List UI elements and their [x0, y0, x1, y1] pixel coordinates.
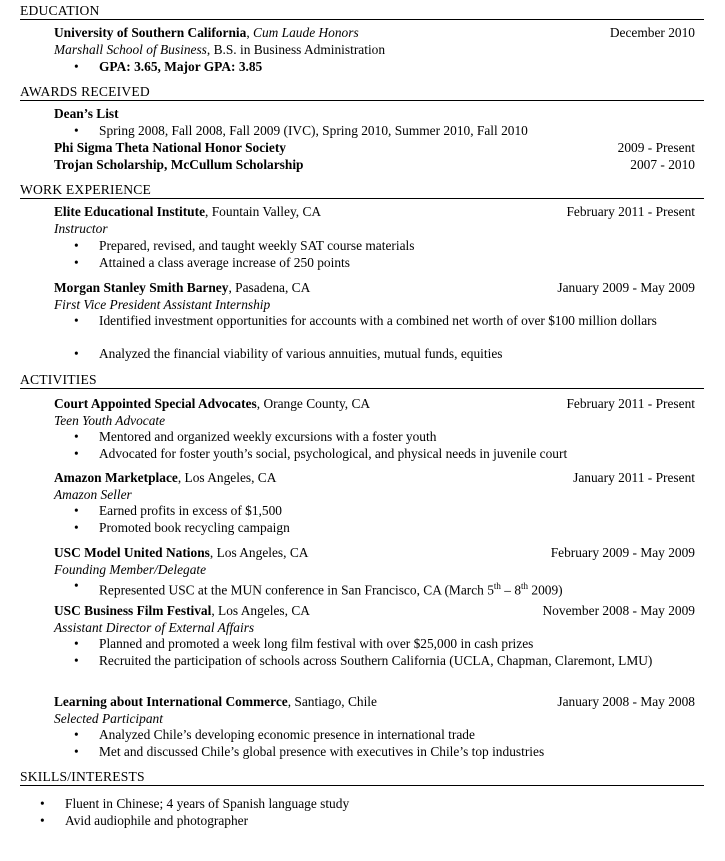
list-item: • Represented USC at the MUN conference in San Francisco, CA (March 5th – 8th 2009): [74, 578, 674, 599]
activity-row: Learning about International Commerce, Santiago, Chile January 2008 - May 2008: [54, 694, 695, 709]
section-heading-activities: ACTIVITIES: [20, 371, 704, 389]
trojan-date: 2007 - 2010: [630, 157, 695, 172]
activity-title: Founding Member/Delegate: [54, 562, 207, 577]
list-item: • Analyzed Chile’s developing economic presence in international trade: [74, 727, 674, 744]
list-item: • Advocated for foster youth’s social, psychological, and physical needs in juvenile court: [74, 446, 694, 463]
activity-row: USC Business Film Festival, Los Angeles, CA November 2008 - May 2009: [54, 603, 695, 618]
school-name: University of Southern California: [54, 25, 247, 40]
section-heading-work: WORK EXPERIENCE: [20, 181, 704, 199]
award-row-phi-sigma: [54, 140, 695, 157]
list-item: • Promoted book recycling campaign: [74, 520, 674, 537]
list-item: [74, 59, 674, 76]
activity-title: Selected Participant: [54, 711, 163, 726]
education-school-row: University of Southern California, Cum Laude Honors December 2010: [54, 25, 695, 40]
list-item: • Spring 2008, Fall 2008, Fall 2009 (IVC), Spring 2010, Summer 2010, Fall 2010: [74, 123, 674, 140]
activity-title: Assistant Director of External Affairs: [54, 620, 255, 635]
list-item: • Earned profits in excess of $1,500: [74, 503, 674, 520]
award-row-deans-list: [54, 106, 695, 123]
phi-sigma-date: 2009 - Present: [617, 140, 695, 155]
activity-title: Teen Youth Advocate: [54, 413, 166, 428]
job-row: Morgan Stanley Smith Barney, Pasadena, CA January 2009 - May 2009: [54, 280, 695, 295]
list-item: • Attained a class average increase of 250 points: [74, 255, 674, 272]
list-item: • Planned and promoted a week long film festival with over $25,000 in cash prizes: [74, 636, 674, 653]
school-honors: Cum Laude Honors: [253, 25, 359, 40]
award-row-trojan: [54, 157, 695, 174]
section-heading-awards: AWARDS RECEIVED: [20, 83, 704, 101]
list-item: • Recruited the participation of schools across Southern California (UCLA, Chapman, Claremont, LMU): [74, 653, 684, 670]
deans-list: Dean’s List: [54, 106, 119, 121]
education-date: December 2010: [609, 25, 695, 40]
activity-title: Amazon Seller: [54, 487, 132, 502]
activity-row: Court Appointed Special Advocates, Orange County, CA February 2011 - Present: [54, 396, 695, 411]
list-item: • Prepared, revised, and taught weekly SAT course materials: [74, 238, 674, 255]
section-heading-skills: SKILLS/INTERESTS: [20, 768, 704, 786]
list-item: • Avid audiophile and photographer: [40, 813, 248, 830]
list-item: • Fluent in Chinese; 4 years of Spanish language study: [40, 796, 349, 813]
trojan: Trojan Scholarship, McCullum Scholarship: [54, 157, 304, 172]
job-title: Instructor: [54, 221, 108, 236]
list-item: • Identified investment opportunities for accounts with a combined net worth of over $100 million dollars: [74, 313, 684, 330]
phi-sigma: Phi Sigma Theta National Honor Society: [54, 140, 286, 155]
job-row: Elite Educational Institute, Fountain Valley, CA February 2011 - Present: [54, 204, 695, 219]
gpa: GPA: 3.65, Major GPA: 3.85: [99, 59, 263, 74]
list-item: • Analyzed the financial viability of various annuities, mutual funds, equities: [74, 346, 674, 363]
list-item: • Met and discussed Chile’s global presence with executives in Chile’s top industries: [74, 744, 674, 761]
education-degree-row: [54, 42, 695, 59]
job-title: First Vice President Assistant Internship: [54, 297, 271, 312]
activity-row: Amazon Marketplace, Los Angeles, CA January 2011 - Present: [54, 470, 695, 485]
degree: , B.S. in Business Administration: [206, 42, 386, 57]
school-sub: Marshall School of Business: [54, 42, 207, 57]
activity-row: USC Model United Nations, Los Angeles, CA February 2009 - May 2009: [54, 545, 695, 560]
section-heading-education: EDUCATION: [20, 2, 704, 20]
list-item: • Mentored and organized weekly excursions with a foster youth: [74, 429, 674, 446]
